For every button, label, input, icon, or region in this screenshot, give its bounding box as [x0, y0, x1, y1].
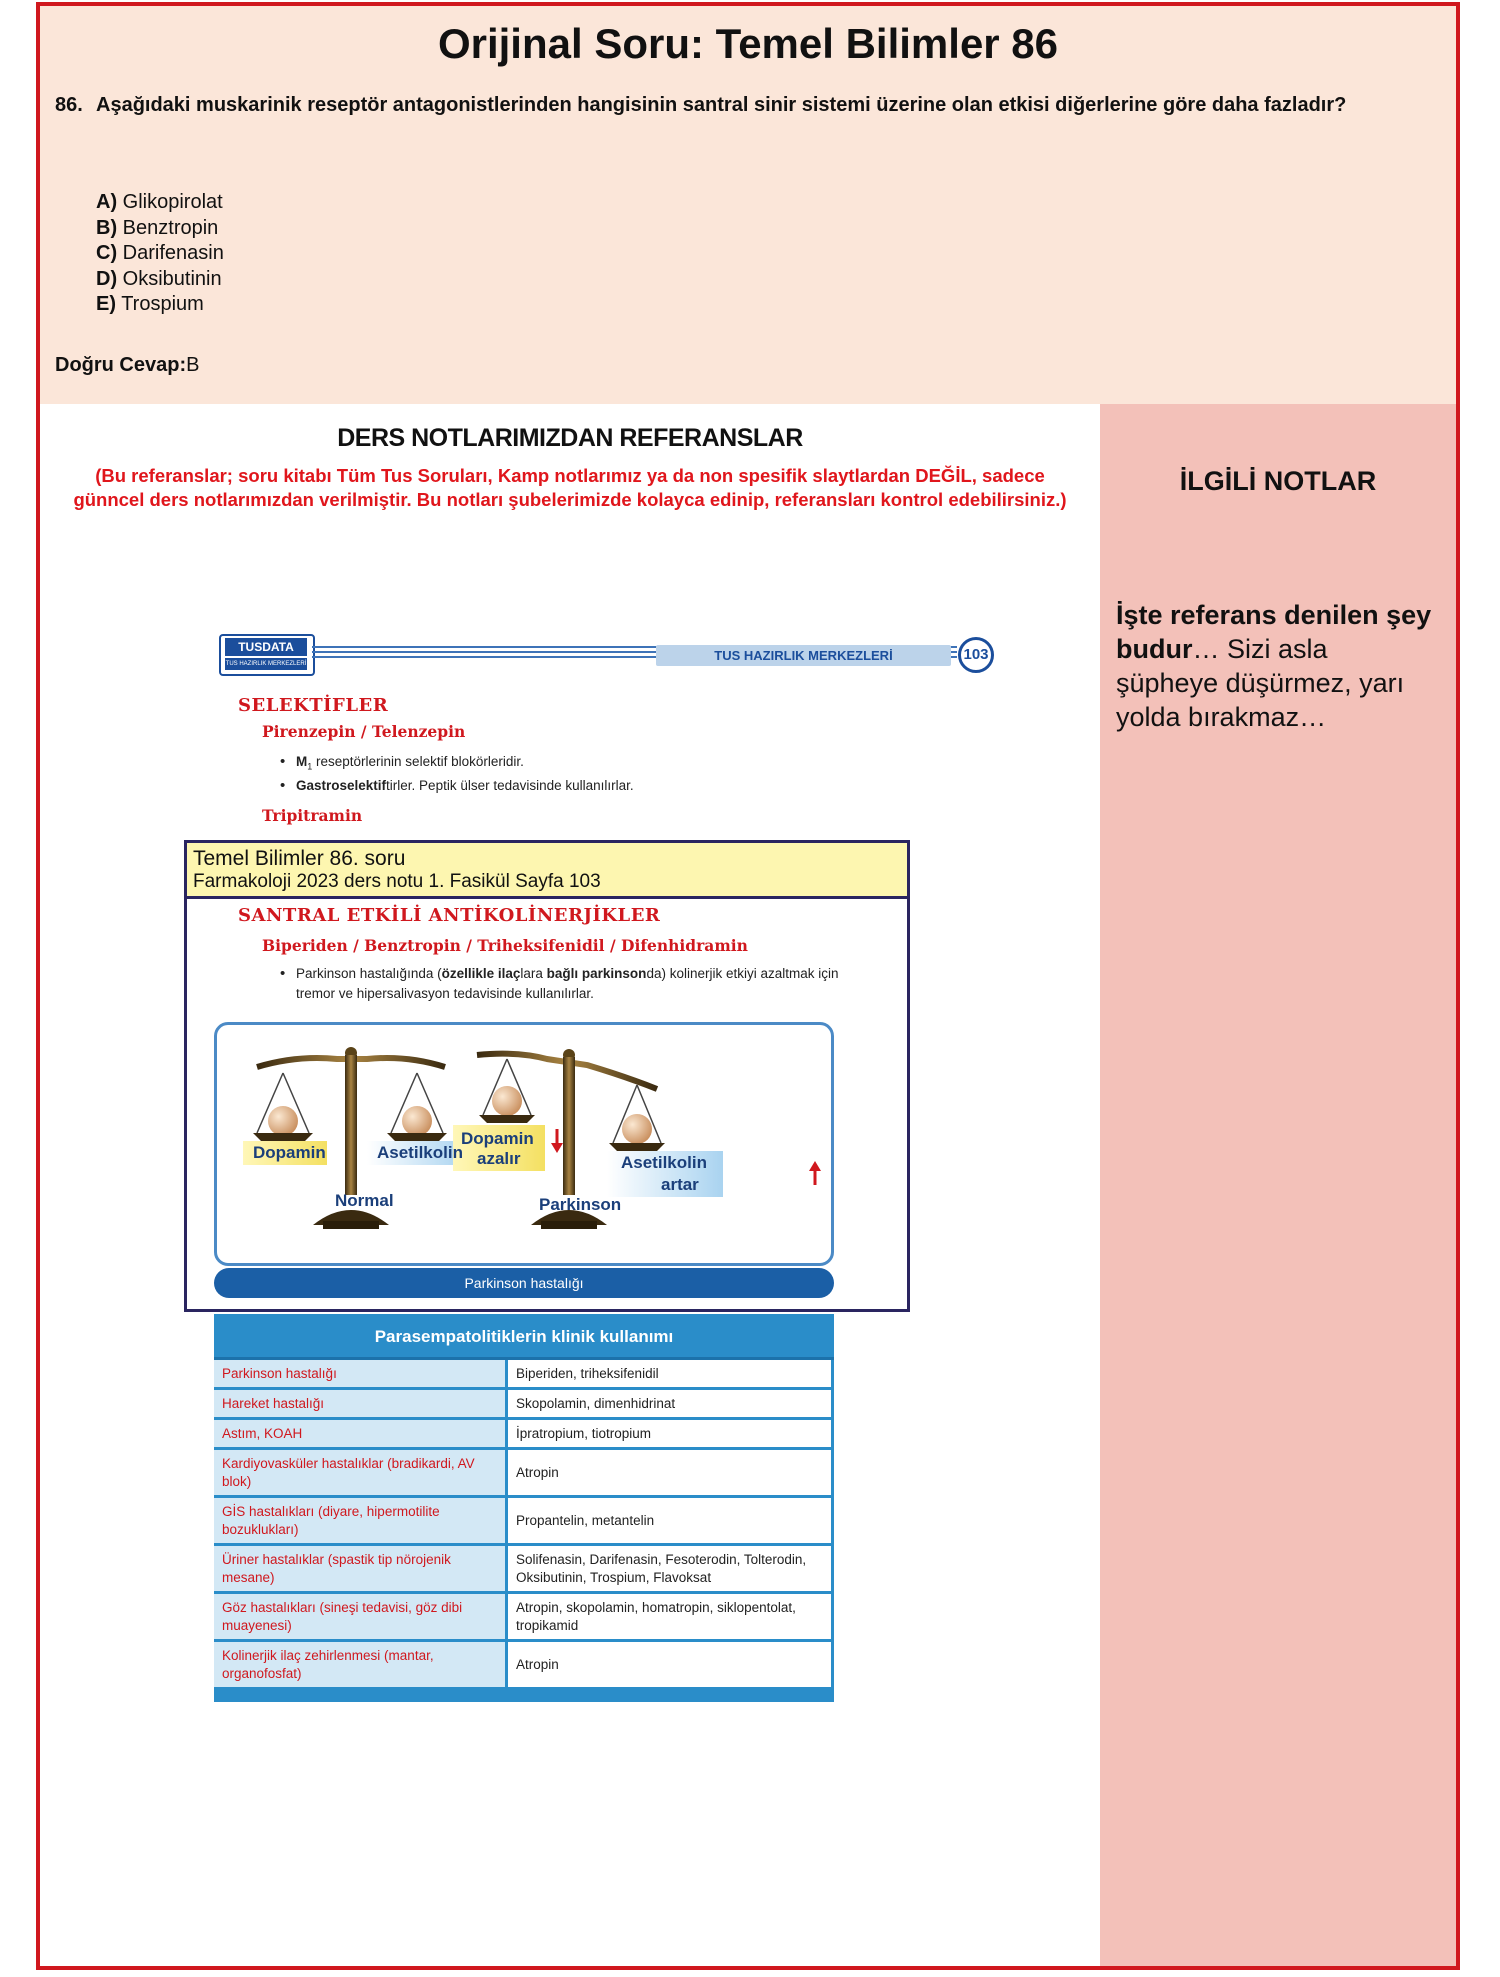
book-header-label: TUS HAZIRLIK MERKEZLERİ	[656, 645, 951, 666]
option-text: Darifenasin	[122, 242, 224, 265]
tripitramin-heading: Tripitramin	[262, 806, 363, 825]
related-notes-title: İLGİLİ NOTLAR	[1179, 466, 1377, 496]
table-cell-use: Kardiyovasküler hastalıklar (bradikardi, AV blok)	[214, 1450, 508, 1495]
selective-heading: SELEKTİFLER	[238, 695, 389, 716]
table-cell-use: Parkinson hastalığı	[214, 1360, 508, 1387]
illustration-caption: Parkinson hastalığı	[214, 1268, 834, 1298]
option-letter: C)	[96, 242, 118, 265]
table-cell-drugs: Biperiden, triheksifenidil	[508, 1360, 834, 1387]
question-text: Aşağıdaki muskarinik reseptör antagonistlerinden hangisinin santral sinir sistemi üzerine olan etkisi diğerlerine göre daha fazladır?	[96, 94, 1347, 116]
option-text: Oksibutinin	[122, 267, 222, 290]
answer-value: B	[186, 354, 200, 376]
answer-label: Doğru Cevap:	[55, 354, 187, 376]
table-cell-drugs: İpratropium, tiotropium	[508, 1420, 834, 1447]
label-dopamin-2: Dopamin	[461, 1129, 534, 1148]
label-dopamin: Dopamin	[253, 1143, 326, 1162]
logo-text: TUSDATA	[225, 638, 307, 656]
label-asetilkolin-2: Asetilkolin	[621, 1153, 707, 1172]
table-cell-use: Astım, KOAH	[214, 1420, 508, 1447]
central-heading: SANTRAL ETKİLİ ANTİKOLİNERJİKLER	[238, 905, 661, 926]
references-note: (Bu referanslar; soru kitabı Tüm Tus Soruları, Kamp notlarımız ya da non spesifik slaytlardan DEĞİL, sadece günncel ders notlarımızdan verilmiştir. Bu notları şubelerimizde kolayca edinip, referansları kontrol edebilirsiniz.)	[73, 465, 1067, 510]
bullet-bold: özellikle ilaç	[441, 966, 521, 981]
m-letter: M	[296, 754, 308, 769]
table-title: Parasempatolitiklerin klinik kullanımı	[214, 1314, 834, 1360]
option-letter: D)	[96, 267, 118, 290]
label-asetilkolin: Asetilkolin	[377, 1143, 463, 1162]
reference-label-line-2: Farmakoloji 2023 ders notu 1. Fasikül Sayfa 103	[193, 871, 601, 892]
related-notes-bold: İşte referans denilen şey budur	[1116, 600, 1432, 664]
references-heading: DERS NOTLARIMIZDAN REFERANSLAR	[337, 424, 803, 452]
book-page-number: 103	[958, 637, 994, 673]
m-subscript: 1	[307, 761, 313, 772]
question-number: 86.	[55, 94, 83, 116]
bullet-text: lara	[520, 966, 547, 981]
page-border	[36, 2, 1460, 1970]
label-normal: Normal	[335, 1191, 394, 1210]
page-title: Orijinal Soru: Temel Bilimler 86	[437, 20, 1059, 67]
central-subheading: Biperiden / Benztropin / Triheksifenidil / Difenhidramin	[262, 936, 748, 955]
bullet-bold: Gastroselektif	[296, 778, 387, 793]
option-letter: E)	[96, 293, 116, 316]
bullet-text: Parkinson hastalığında (	[296, 966, 442, 981]
table-cell-use: Üriner hastalıklar (spastik tip nörojenik mesane)	[214, 1546, 508, 1591]
reference-label-line-1: Temel Bilimler 86. soru	[193, 847, 406, 870]
option-letter: B)	[96, 216, 118, 239]
table-cell-drugs: Atropin	[508, 1450, 834, 1495]
option-text: Benztropin	[122, 216, 219, 239]
table-cell-drugs: Atropin, skopolamin, homatropin, siklopentolat, tropikamid	[508, 1594, 834, 1639]
option-text: Trospium	[121, 293, 204, 316]
option-letter: A)	[96, 191, 118, 213]
bullet-text: da) kolinerjik etkiyi azaltmak için tremor ve hipersalivasyon tedavisinde kullanılırlar.	[296, 966, 839, 1001]
table-cell-drugs: Skopolamin, dimenhidrinat	[508, 1390, 834, 1417]
table-cell-drugs: Solifenasin, Darifenasin, Fesoterodin, Tolterodin, Oksibutinin, Trospium, Flavoksat	[508, 1546, 834, 1591]
bullet-text: tirler. Peptik ülser tedavisinde kullanılırlar.	[386, 778, 634, 793]
option-text: Glikopirolat	[122, 191, 223, 213]
table-cell-use: GİS hastalıkları (diyare, hipermotilite bozuklukları)	[214, 1498, 508, 1543]
table-cell-use: Kolinerjik ilaç zehirlenmesi (mantar, organofosfat)	[214, 1642, 508, 1687]
selective-subheading: Pirenzepin / Telenzepin	[262, 722, 466, 741]
label-parkinson: Parkinson	[539, 1195, 622, 1214]
label-azalir: azalır	[477, 1149, 521, 1168]
bullet-text: reseptörlerinin selektif blokörleridir.	[312, 754, 524, 769]
table-cell-use: Göz hastalıkları (sineşi tedavisi, göz dibi muayenesi)	[214, 1594, 508, 1639]
related-notes-rest: … Sizi asla şüpheye düşürmez, yarı yolda bırakmaz…	[1116, 634, 1405, 732]
table-cell-drugs: Atropin	[508, 1642, 834, 1687]
bullet-bold: bağlı parkinson	[546, 966, 647, 981]
label-artar: artar	[661, 1175, 699, 1194]
table-cell-use: Hareket hastalığı	[214, 1390, 508, 1417]
logo-subtext: TUS HAZIRLIK MERKEZLERİ	[225, 658, 307, 670]
table-cell-drugs: Propantelin, metantelin	[508, 1498, 834, 1543]
